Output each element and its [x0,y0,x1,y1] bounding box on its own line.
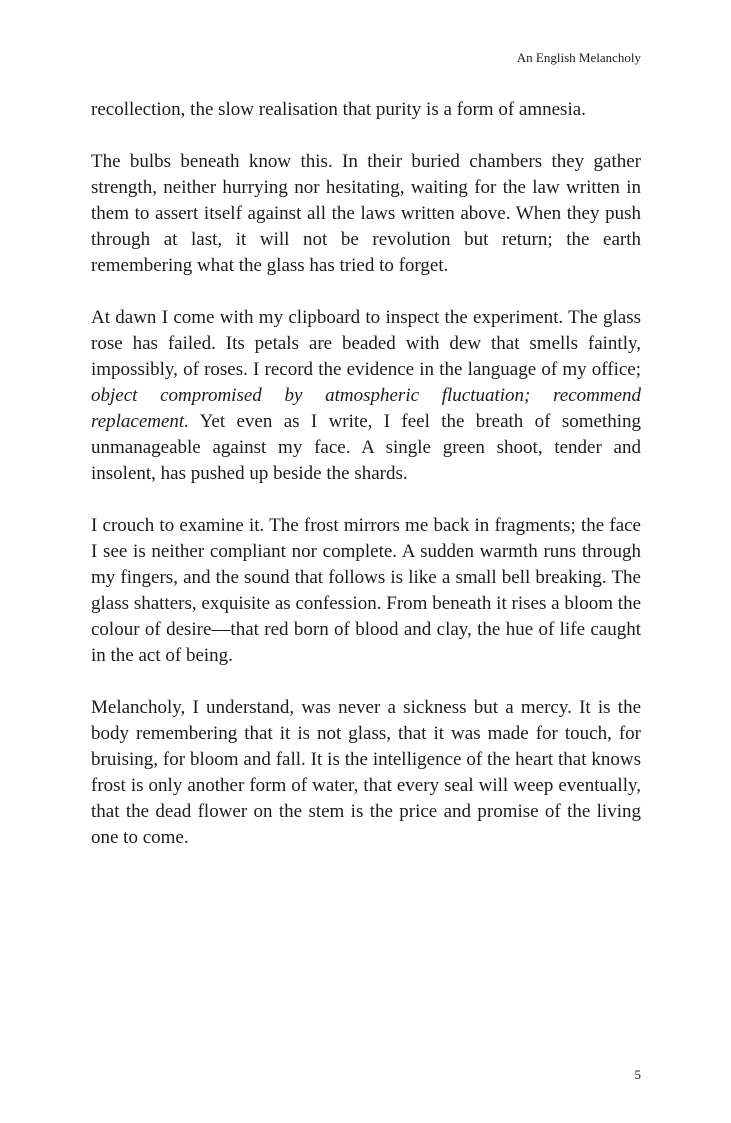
paragraph-4 [91,513,641,669]
page-number: 5 [634,1067,641,1082]
paragraph-1-text: recollection, the slow realisation that purity is a form of amnesia. [91,99,586,120]
paragraph-4-text: I crouch to examine it. The frost mirrors me back in fragments; the face I see is neither compliant nor complete. A sudden warmth runs through my fingers, and the sound that follows is like a small bell breaking. The glass shatters, exquisite as confession. From beneath it rises a bloom the colour of desire—that red born of blood and clay, the hue of life caught in the act of being. [91,515,641,666]
running-head: An English Melancholy [516,50,641,65]
paragraph-1 [91,97,641,123]
paragraph-3-text-continued: Yet even as I write, I feel the breath of something unmanageable against my face. A single green shoot, tender and insolent, has pushed up beside the shards. [91,411,641,484]
paragraph-3 [91,305,641,487]
paragraph-3-italic-text: object compromised by atmospheric fluctuation; recommend replacement. [91,385,641,432]
body-text [91,97,641,851]
paragraph-2-text: The bulbs beneath know this. In their buried chambers they gather strength, neither hurrying nor hesitating, waiting for the law written in them to assert itself against all the laws written above. When they push through at last, it will not be revolution but return; the earth remembering what the glass has tried to forget. [91,151,641,276]
paragraph-5-text: Melancholy, I understand, was never a sickness but a mercy. It is the body remembering that it is not glass, that it was made for touch, for bruising, for bloom and fall. It is the intelligence of the heart that knows frost is only another form of water, that every seal will weep eventually, that the dead flower on the stem is the price and promise of the living one to come. [91,697,641,848]
paragraph-2 [91,149,641,279]
paragraph-3-text: At dawn I come with my clipboard to inspect the experiment. The glass rose has failed. Its petals are beaded with dew that smells faintly, impossibly, of roses. I record the evidence in the language of my office; [91,307,641,380]
paragraph-5 [91,695,641,851]
